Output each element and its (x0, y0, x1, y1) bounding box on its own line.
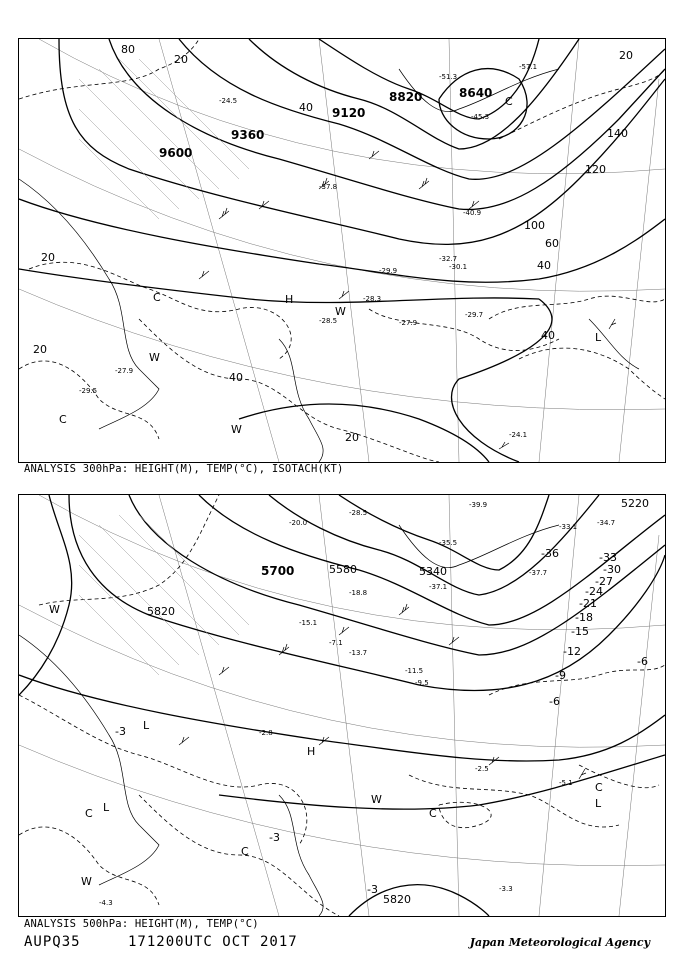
chart-300hpa (18, 38, 666, 463)
temp-sample: -4.3 (99, 899, 113, 907)
temp-sample: -39.9 (469, 501, 488, 509)
warm-center: W (335, 305, 346, 318)
low-center: L (103, 801, 110, 814)
temp-sample: -15.1 (299, 619, 318, 627)
height-label: 5820 (147, 605, 175, 618)
temp-label: -6 (637, 655, 648, 668)
height-label: 9600 (159, 146, 193, 160)
isotach-label: 80 (121, 43, 135, 56)
high-center: H (307, 745, 316, 758)
isotach-label: 120 (585, 163, 606, 176)
cold-center: C (505, 95, 513, 108)
temp-label: -6 (549, 695, 560, 708)
temp-label: -3 (115, 725, 126, 738)
temp-label: -36 (541, 547, 559, 560)
height-label: 5580 (329, 563, 357, 576)
height-contours (19, 39, 665, 462)
isotach-label: 40 (229, 371, 243, 384)
temp-sample: -24.1 (509, 431, 528, 439)
cold-center: C (429, 807, 437, 820)
isotach-label: 60 (545, 237, 559, 250)
temp-sample: -37.1 (429, 583, 448, 591)
temp-label: -12 (563, 645, 581, 658)
temp-sample: -35.5 (439, 539, 458, 547)
agency-name: Japan Meteorological Agency (469, 936, 650, 949)
temp-label: -3 (367, 883, 378, 896)
temp-sample: -7.1 (329, 639, 343, 647)
temp-label: -27 (595, 575, 613, 588)
isotach-label: 20 (41, 251, 55, 264)
temp-sample: -29.9 (379, 267, 398, 275)
warm-center: W (81, 875, 92, 888)
temp-sample: -37.8 (319, 183, 338, 191)
chart-id: AUPQ35 (24, 934, 81, 950)
temp-label: -15 (571, 625, 589, 638)
map-500hpa (19, 495, 665, 916)
high-center: H (285, 293, 294, 306)
height-label: 5820 (383, 893, 411, 906)
temp-sample: -18.8 (349, 589, 368, 597)
temp-sample: -13.7 (349, 649, 368, 657)
temp-sample: -33.1 (559, 523, 578, 531)
temp-sample: -24.5 (219, 97, 238, 105)
warm-center: W (231, 423, 242, 436)
isotach-label: 20 (174, 53, 188, 66)
isotach-label: 40 (537, 259, 551, 272)
temp-sample: -29.5 (79, 387, 98, 395)
temp-label: -30 (603, 563, 621, 576)
temp-sample: -40.9 (463, 209, 482, 217)
temp-sample: -28.3 (363, 295, 382, 303)
temp-label: -24 (585, 585, 603, 598)
caption-300hpa: ANALYSIS 300hPa: HEIGHT(M), TEMP(°C), ISOTACH(KT) (24, 463, 344, 475)
isotach-label: 140 (607, 127, 628, 140)
temp-sample: -37.7 (529, 569, 548, 577)
temp-label: -3 (269, 831, 280, 844)
temp-sample: -32.7 (439, 255, 458, 263)
warm-center: W (49, 603, 60, 616)
cold-center: C (59, 413, 67, 426)
valid-time: 171200UTC OCT 2017 (128, 934, 298, 950)
isotach-label: 20 (619, 49, 633, 62)
temp-sample: -51.3 (439, 73, 458, 81)
temp-sample: -45.3 (471, 113, 490, 121)
low-center: L (595, 331, 602, 344)
cold-center: C (595, 781, 603, 794)
temp-sample: -3.3 (499, 885, 513, 893)
isotach-label: 40 (299, 101, 313, 114)
height-label: 5700 (261, 564, 295, 578)
temp-sample: -27.9 (399, 319, 418, 327)
temp-sample: -30.1 (449, 263, 468, 271)
temp-sample: -20.0 (289, 519, 308, 527)
temp-sample: -28.5 (319, 317, 338, 325)
isotach-contours (19, 39, 665, 462)
height-contours (19, 495, 665, 916)
cold-center: C (85, 807, 93, 820)
chart-500hpa (18, 494, 666, 917)
temp-sample: -5.1 (559, 779, 573, 787)
cold-hatch (79, 515, 249, 675)
temp-label: -21 (579, 597, 597, 610)
height-label: 9360 (231, 128, 265, 142)
temperature-contours (19, 495, 665, 916)
graticule (19, 495, 665, 916)
temp-sample: -11.5 (405, 667, 424, 675)
jet-hatch (79, 59, 249, 219)
height-label: 8820 (389, 90, 423, 104)
low-center: L (595, 797, 602, 810)
temp-label: -18 (575, 611, 593, 624)
graticule (19, 39, 665, 462)
temp-sample: -29.7 (465, 311, 484, 319)
temp-sample: -2.8 (259, 729, 273, 737)
caption-500hpa: ANALYSIS 500hPa: HEIGHT(M), TEMP(°C) (24, 918, 259, 930)
temp-label: -9 (555, 669, 566, 682)
height-label: 5340 (419, 565, 447, 578)
low-center: L (143, 719, 150, 732)
temp-sample: -57.1 (519, 63, 538, 71)
temp-sample: -27.9 (115, 367, 134, 375)
height-label: 5220 (621, 497, 649, 510)
temp-sample: -9.5 (415, 679, 429, 687)
cold-center: C (153, 291, 161, 304)
cold-center: C (241, 845, 249, 858)
height-label: 9120 (332, 106, 366, 120)
isotach-label: 20 (345, 431, 359, 444)
map-300hpa (19, 39, 665, 462)
coastline (19, 525, 559, 916)
temp-sample: -34.7 (597, 519, 616, 527)
isotach-label: 100 (524, 219, 545, 232)
isotach-label: 20 (33, 343, 47, 356)
temp-sample: -2.5 (475, 765, 489, 773)
temp-sample: -28.5 (349, 509, 368, 517)
height-label: 8640 (459, 86, 493, 100)
warm-center: W (371, 793, 382, 806)
warm-center: W (149, 351, 160, 364)
temp-label: -33 (599, 551, 617, 564)
isotach-label: 40 (541, 329, 555, 342)
